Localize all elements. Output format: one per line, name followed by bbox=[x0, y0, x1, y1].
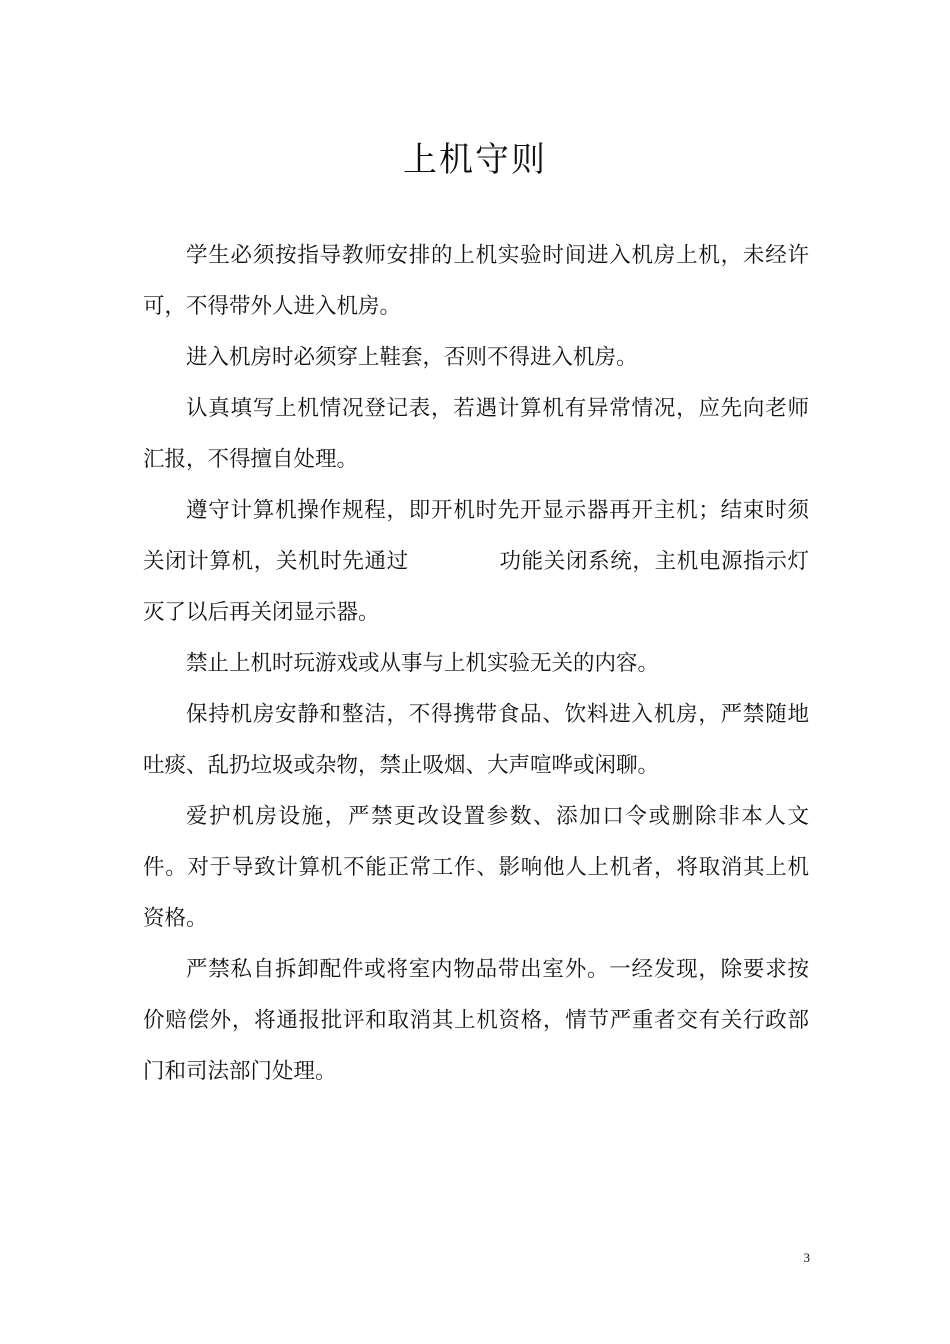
rule-paragraph-6: 保持机房安静和整洁，不得携带食品、饮料进入机房，严禁随地吐痰、乱扔垃圾或杂物，禁止吸烟、大声喧哗或闲聊。 bbox=[143, 702, 809, 778]
page-title: 上机守则 bbox=[403, 140, 547, 180]
rule-paragraph-3: 认真填写上机情况登记表，若遇计算机有异常情况，应先向老师汇报，不得擅自处理。 bbox=[143, 396, 809, 472]
rule-paragraph-2: 进入机房时必须穿上鞋套，否则不得进入机房。 bbox=[186, 345, 638, 370]
page-number: 3 bbox=[803, 1250, 810, 1265]
rule-paragraph-4 bbox=[143, 485, 809, 638]
rule-paragraph-4-part-1: 遵守计算机操作规程，即开机时先开显示器再开主机；结束时须关闭计算机，关机时先通过 bbox=[143, 498, 809, 574]
rule-paragraph-1: 学生必须按指导教师安排的上机实验时间进入机房上机，未经许可，不得带外人进入机房。 bbox=[143, 243, 809, 319]
rules-body bbox=[143, 230, 809, 1097]
rule-paragraph-5: 禁止上机时玩游戏或从事与上机实验无关的内容。 bbox=[186, 651, 660, 676]
rule-paragraph-7: 爱护机房设施，严禁更改设置参数、添加口令或删除非本人文件。对于导致计算机不能正常工作、影响他人上机者，将取消其上机资格。 bbox=[143, 804, 809, 931]
rule-paragraph-8: 严禁私自拆卸配件或将室内物品带出室外。一经发现，除要求按价赔偿外，将通报批评和取消其上机资格，情节严重者交有关行政部门和司法部门处理。 bbox=[143, 957, 809, 1084]
rule-paragraph-4-part-2: 功能关闭系统，主机电源指示灯灭了以后再关闭显示器。 bbox=[143, 549, 809, 625]
